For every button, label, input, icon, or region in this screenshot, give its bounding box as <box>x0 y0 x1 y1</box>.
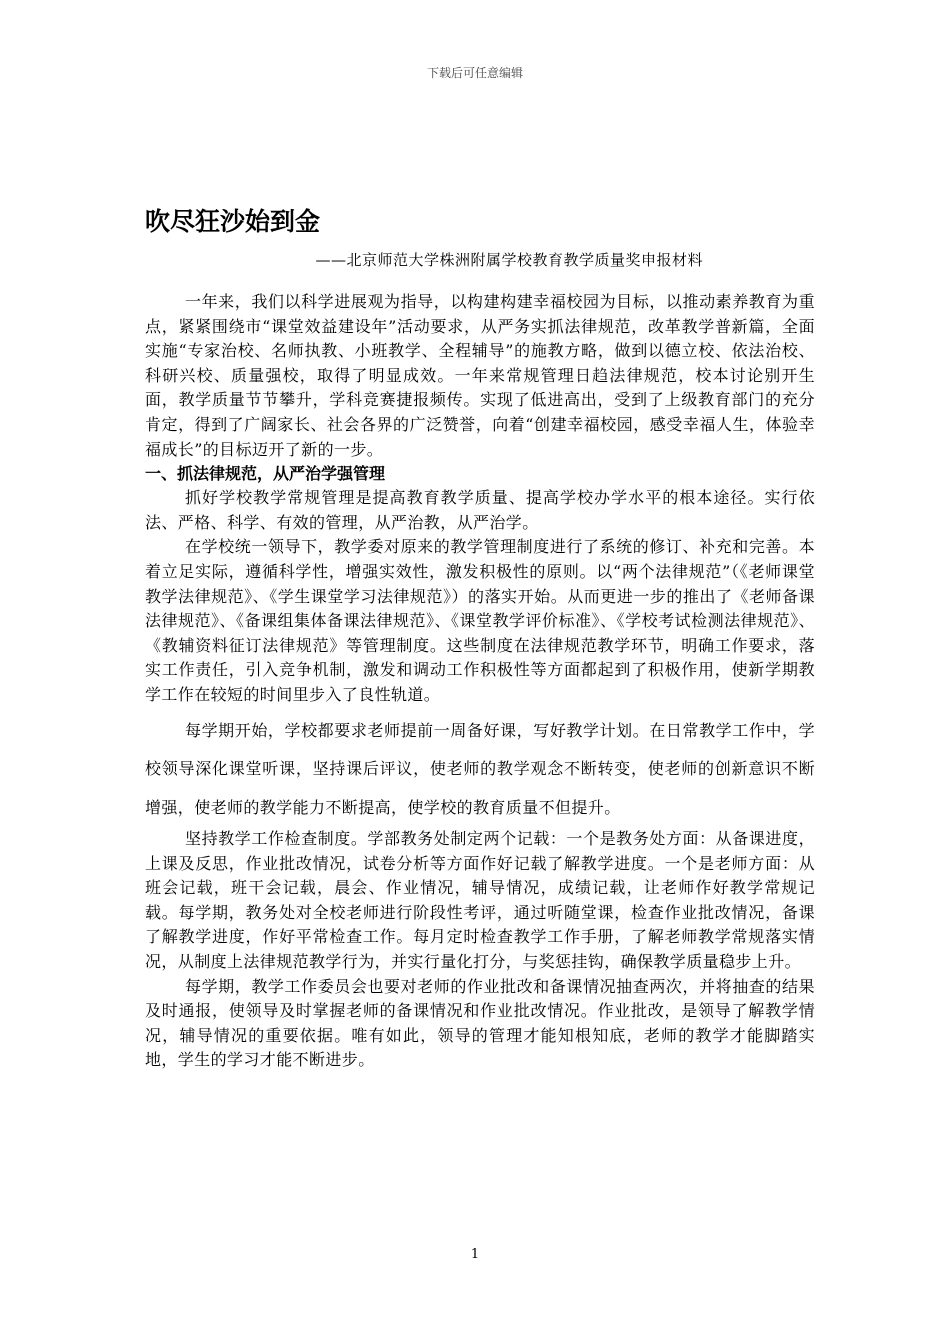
body-paragraph: 每学期开始，学校都要求老师提前一周备好课，写好教学计划。在日常教学工作中，学校领导深化课堂听课，坚持课后评议，使老师的教学观念不断转变，使老师的创新意识不断增强，使老师的教学能力不断提高，使学校的教育质量不但提升。 <box>145 720 815 817</box>
body-paragraph: 在学校统一领导下，教学委对原来的教学管理制度进行了系统的修订、补充和完善。本着立足实际，遵循科学性，增强实效性，激发积极性的原则。以“两个法律规范”（《老师课堂教学法律规范》、《学生课堂学习法律规范》）的落实开始。从而更进一步的推出了《老师备课法律规范》、《备课组集体备课法律规范》、《课堂教学评价标准》、《学校考试检测法律规范》、《教辅资料征订法律规范》等管理制度。这些制度在法律规范教学环节，明确工作要求，落实工作责任，引入竞争机制，激发和调动工作积极性等方面都起到了积极作用，使新学期教学工作在较短的时间里步入了良性轨道。 <box>145 537 815 704</box>
document-title: 吹尽狂沙始到金 <box>145 207 321 236</box>
section-heading: 一、抓法律规范，从严治学强管理 <box>145 464 386 484</box>
page-number: 1 <box>470 1247 480 1262</box>
body-paragraph: 坚持教学工作检查制度。学部教务处制定两个记载：一个是教务处方面：从备课进度，上课及反思，作业批改情况，试卷分析等方面作好记载了解教学进度。一个是老师方面：从班会记载，班干会记载，晨会、作业情况，辅导情况，成绩记载，让老师作好教学常规记载。每学期，教务处对全校老师进行阶段性考评，通过听随堂课，检查作业批改情况，备课了解教学进度，作好平常检查工作。每月定时检查教学工作手册，了解老师教学常规落实情况，从制度上法律规范教学行为，并实行量化打分，与奖惩挂钩，确保教学质量稳步上升。 <box>145 829 815 971</box>
body-paragraph: 每学期，教学工作委员会也要对老师的作业批改和备课情况抽查两次，并将抽查的结果及时通报，使领导及时掌握老师的备课情况和作业批改情况。作业批改，是领导了解教学情况，辅导情况的重要依据。唯有如此，领导的管理才能知根知底，老师的教学才能脚踏实地，学生的学习才能不断进步。 <box>145 976 815 1070</box>
page-header-note: 下载后可任意编辑 <box>426 66 523 80</box>
intro-paragraph: 一年来，我们以科学进展观为指导，以构建构建幸福校园为目标，以推动素养教育为重点，紧紧围绕市“课堂效益建设年”活动要求，从严务实抓法律规范，改革教学普新篇，全面实施“专家治校、名师执教、小班教学、全程辅导”的施教方略，做到以德立校、依法治校、科研兴校、质量强校，取得了明显成效。一年来常规管理日趋法律规范，校本讨论别开生面，教学质量节节攀升，学科竞赛捷报频传。实现了低进高出，受到了上级教育部门的充分肯定，得到了广阔家长、社会各界的广泛赞誉，向着“创建幸福校园，感受幸福人生，体验幸福成长”的目标迈开了新的一步。 <box>145 292 815 459</box>
document-subtitle: ——北京师范大学株洲附属学校教育教学质量奖申报材料 <box>315 251 703 269</box>
body-paragraph: 抓好学校教学常规管理是提高教育教学质量、提高学校办学水平的根本途径。实行依法、严格、科学、有效的管理，从严治教，从严治学。 <box>145 488 815 532</box>
document-body <box>145 204 815 1073</box>
